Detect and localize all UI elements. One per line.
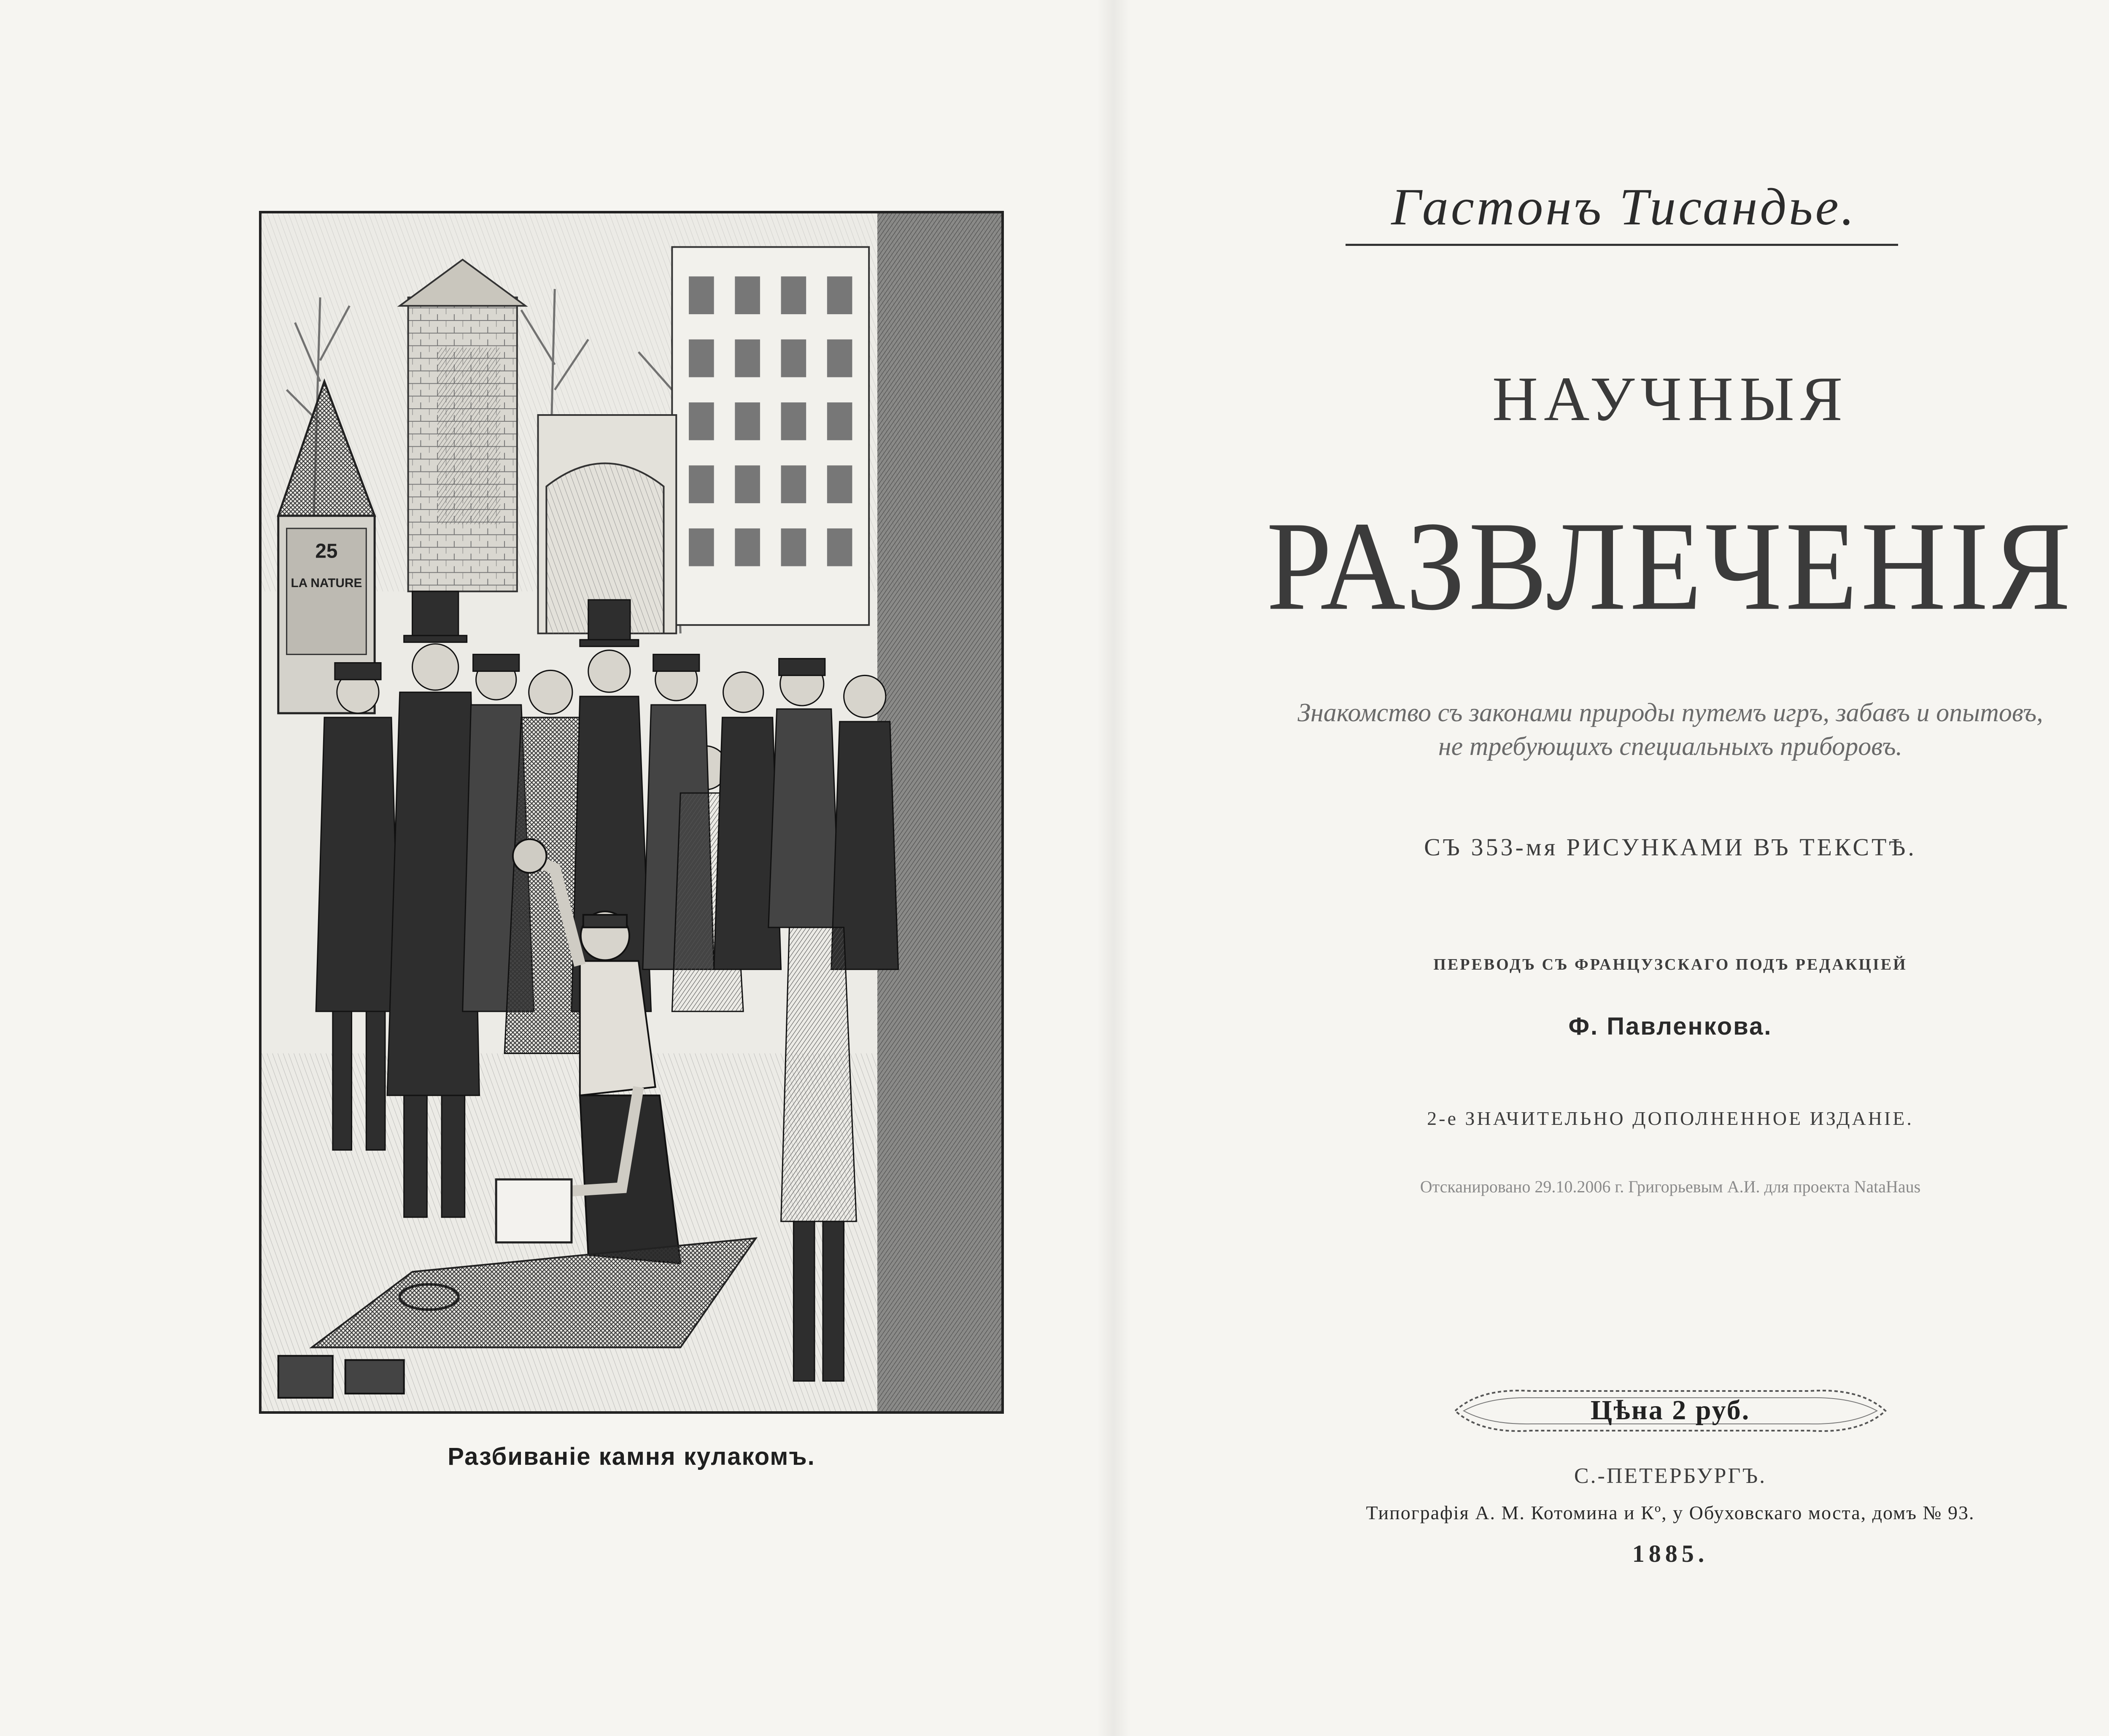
- printer-line: Типографія А. М. Котомина и Кº, у Обуховскаго моста, домъ № 93.: [1366, 1502, 1975, 1523]
- right-page: [1114, 0, 2109, 1736]
- edition-note: 2-е ЗНАЧИТЕЛЬНО ДОПОЛНЕННОЕ ИЗДАНІЕ.: [1427, 1108, 1914, 1129]
- translation-note: ПЕРЕВОДЪ СЪ ФРАНЦУЗСКАГО ПОДЪ РЕДАКЦІЕЙ: [1433, 956, 1907, 973]
- kiosk-sign-text: LA NATURE: [291, 576, 362, 590]
- stone-block: [496, 1179, 572, 1242]
- price-cartouche: [1447, 1379, 1894, 1442]
- frontispiece-engraving: [259, 211, 1004, 1414]
- illustrations-note: СЪ 353-мя РИСУНКАМИ ВЪ ТЕКСТѢ.: [1424, 833, 1917, 861]
- author-underline: [1346, 244, 1898, 246]
- editor-name: Ф. Павленкова.: [1568, 1013, 1772, 1040]
- title-line-1: НАУЧНЫЯ: [1492, 364, 1849, 434]
- illustration-caption: Разбиваніе камня кулакомъ.: [448, 1443, 815, 1470]
- price-label: Цѣна 2 руб.: [1590, 1395, 1750, 1426]
- publication-city: С.-ПЕТЕРБУРГЪ.: [1574, 1464, 1767, 1488]
- subtitle: [1198, 696, 2109, 763]
- subtitle-line-1: Знакомство съ законами природы путемъ игръ, забавъ и опытовъ,: [1297, 698, 2043, 727]
- title-line-2: РАЗВЛЕЧЕНІЯ: [1266, 495, 2074, 637]
- kiosk-sign-number: 25: [315, 540, 338, 563]
- publication-year: 1885.: [1632, 1540, 1709, 1567]
- author-name: Гастонъ Тисандье.: [1391, 178, 1857, 236]
- scan-note: Отсканировано 29.10.2006 г. Григорьевым А.И. для проекта NataHaus: [1420, 1177, 1921, 1196]
- subtitle-line-2: не требующихъ специальныхъ приборовъ.: [1438, 732, 1903, 761]
